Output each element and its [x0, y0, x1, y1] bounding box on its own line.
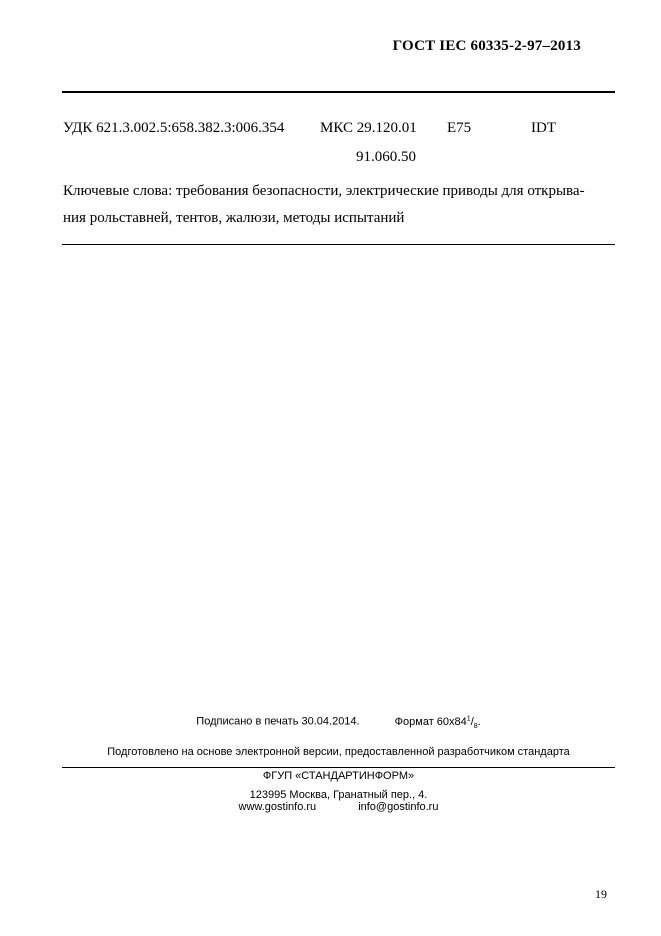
format-sub: 8 — [473, 722, 478, 730]
imprint-rule — [62, 767, 615, 768]
standard-code: ГОСТ IEC 60335-2-97–2013 — [392, 38, 581, 54]
header-rule — [62, 91, 615, 93]
okstu-code: E75 — [447, 120, 472, 136]
contacts — [62, 801, 615, 813]
prepared-note: Подготовлено на основе электронной версии, предоставленной разработчиком стандарта — [107, 746, 570, 758]
keywords-line-1: Ключевые слова: требования безопасности, электрические приводы для открыва- — [63, 183, 585, 199]
publisher-address: 123995 Москва, Гранатный пер., 4. — [249, 789, 428, 801]
email-link[interactable]: info@gostinfo.ru — [358, 801, 439, 813]
page-number: 19 — [595, 887, 607, 901]
format-end: . — [477, 715, 481, 728]
keywords-line-2: ния рольставней, тентов, жалюзи, методы испытаний — [63, 210, 405, 226]
signed-date: Подписано в печать 30.04.2014. — [196, 715, 360, 728]
degree-code: IDT — [531, 120, 556, 136]
website-link[interactable]: www.gostinfo.ru — [238, 801, 317, 813]
keywords-rule — [62, 244, 615, 245]
paper-format: Формат $60x84^1/_8$. — [394, 715, 481, 730]
print-info — [62, 715, 615, 730]
udk-code: УДК 621.3.002.5:658.382.3:006.354 — [63, 120, 285, 136]
format-label: Формат 60x84 — [394, 715, 467, 728]
publisher-name: ФГУП «СТАНДАРТИНФОРМ» — [262, 770, 415, 782]
mks-code: МКС 29.120.01 — [320, 120, 417, 136]
format-sup: 1 — [466, 715, 471, 722]
mks-code-second: 91.060.50 — [356, 149, 416, 165]
keywords-block — [63, 178, 615, 232]
